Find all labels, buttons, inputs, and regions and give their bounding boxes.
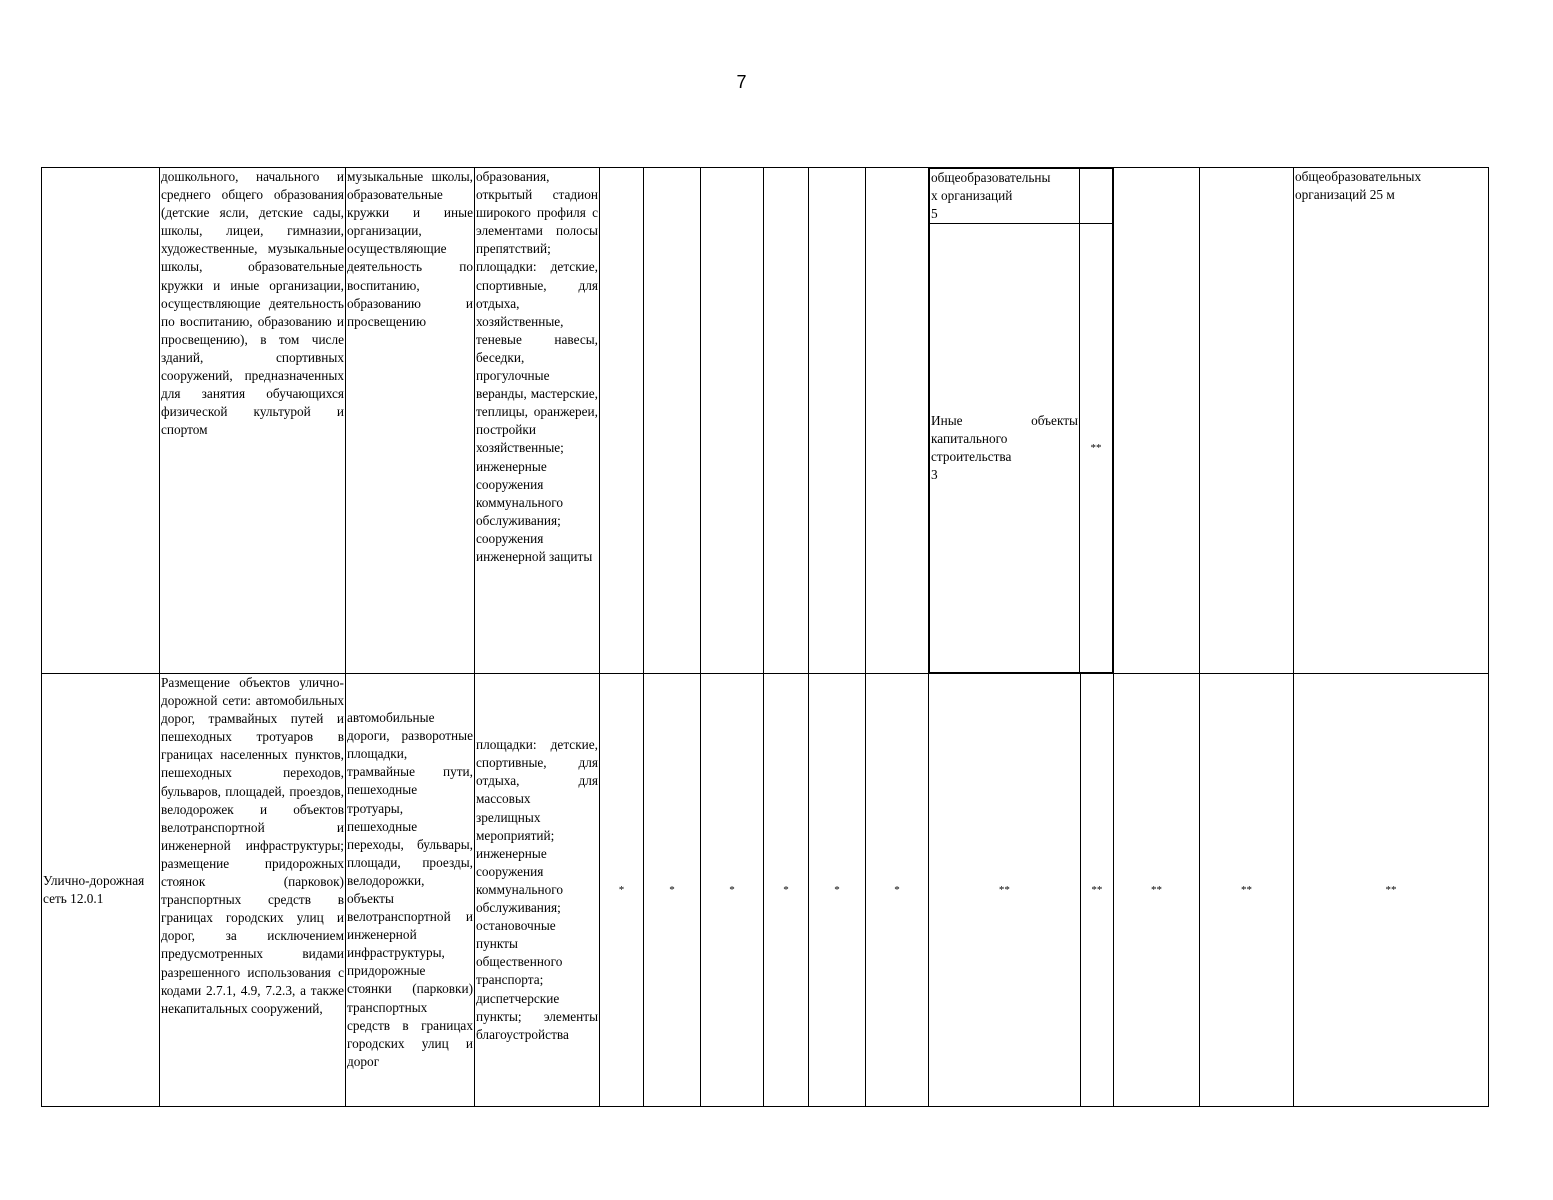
restriction-cell: **	[1294, 674, 1489, 1107]
setback-cell	[929, 168, 1114, 674]
param-cell	[644, 168, 701, 674]
param-cell	[701, 168, 764, 674]
aux-objects-cell: образования, открытый стадион широкого профиля с элементами полосы препятствий; площадки: детские, спортивные, для отдыха, хозяйственные, теневые навесы, беседки, прогулочные веранды, мастерские, теплицы, оранжереи, постройки хозяйственные; инженерные сооружения коммунального обслуживания; сооружения инженерной защиты	[475, 168, 600, 674]
description-cell: дошкольного, начального и среднего общего образования (детские ясли, детские сады, школы, лицеи, гимназии, художественные, музыкальные школы, образовательные кружки и иные организации, осуществляющие деятельность по воспитанию, образованию и просвещению), в том числе зданий, спортивных сооружений, предназначенных для занятия обучающихся физической культурой и спортом	[160, 168, 346, 674]
param-cell: **	[1114, 674, 1200, 1107]
setback-other-value: **	[1080, 224, 1113, 673]
param-cell	[809, 168, 866, 674]
description-cell: Размещение объектов улично-дорожной сети: автомобильных дорог, трамвайных путей и пешеходных тротуаров в границах населенных пунктов, пешеходных переходов, бульваров, площадей, проездов, велодорожек и объектов велотранспортной и инженерной инфраструктуры; размещение придорожных стоянок (парковок) транспортных средств в границах городских улиц и дорог, за исключением предусмотренных видами разрешенного использования с кодами 2.7.1, 4.9, 7.2.3, а также некапитальных сооружений,	[160, 674, 346, 1107]
land-use-type-cell	[42, 168, 160, 674]
param-cell: *	[644, 674, 701, 1107]
table-row	[42, 168, 1489, 674]
param-cell	[600, 168, 644, 674]
setback-other-text: Иные объекты капитального строительства 3	[930, 224, 1080, 673]
land-use-type-cell: Улично-дорожная сеть 12.0.1	[42, 674, 160, 1107]
main-objects-cell: автомобильные дороги, разворотные площадки, трамвайные пути, пешеходные тротуары, пешеходные переходы, бульвары, площади, проезды, велодорожки, объекты велотранспортной и инженерной инфраструктуры, придорожные стоянки (парковки) транспортных средств в границах городских улиц и дорог	[346, 674, 475, 1107]
regulations-table	[41, 167, 1489, 1107]
page-number: 7	[736, 72, 747, 92]
param-cell: **	[1080, 674, 1113, 1107]
param-cell	[1200, 168, 1294, 674]
aux-objects-cell: площадки: детские, спортивные, для отдыха, для массовых зрелищных мероприятий; инженерные сооружения коммунального обслуживания; остановочные пункты общественного транспорта; диспетчерские пункты; элементы благоустройства	[475, 674, 600, 1107]
param-cell: *	[809, 674, 866, 1107]
param-cell: **	[1200, 674, 1294, 1107]
param-cell: **	[929, 674, 1081, 1107]
param-cell: *	[701, 674, 764, 1107]
setback-schools-text: общеобразовательны х организаций 5	[930, 169, 1080, 224]
param-cell	[1114, 168, 1200, 674]
param-cell: *	[600, 674, 644, 1107]
param-cell	[866, 168, 929, 674]
table-row	[42, 674, 1489, 1107]
main-objects-cell: музыкальные школы, образовательные кружки и иные организации, осуществляющие деятельность по воспитанию, образованию и просвещению	[346, 168, 475, 674]
param-cell: *	[764, 674, 809, 1107]
param-cell: *	[866, 674, 929, 1107]
setback-subtable	[929, 168, 1113, 673]
param-cell	[764, 168, 809, 674]
setback-schools-value	[1080, 169, 1113, 224]
restriction-cell: общеобразовательных организаций 25 м	[1294, 168, 1489, 674]
